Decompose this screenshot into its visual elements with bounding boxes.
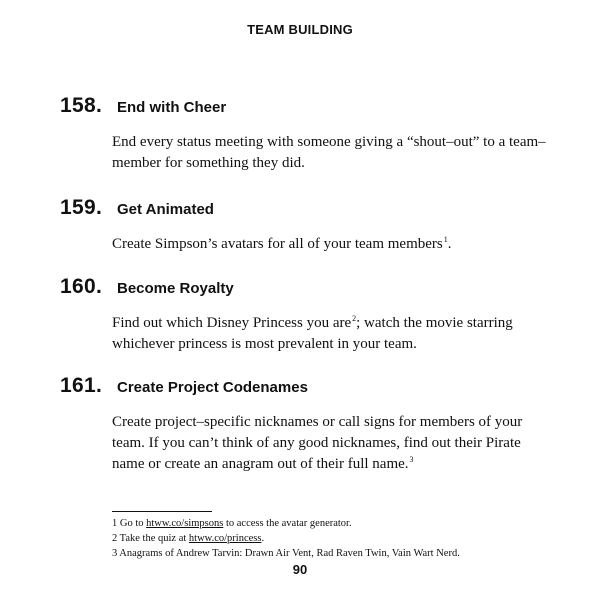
section-title: Become Royalty [117,280,234,297]
body-text: Find out which Disney Princess you are [112,315,352,331]
section-body [112,132,554,174]
body-text-end: ; watch the movie starring whichever princess is most prevalent in your team. [112,315,513,352]
section-number: 159. [60,196,103,219]
footnote-text: 2 Take the quiz at [112,533,189,544]
footnotes [112,516,572,561]
running-header: TEAM BUILDING [247,22,353,37]
section-title: End with Cheer [117,99,227,116]
section-heading [60,275,540,301]
section-number: 158. [60,94,103,117]
footnote-2 [112,531,572,546]
section-body [112,412,557,475]
body-text: Create Simpson’s avatars for all of your team members [112,236,443,252]
section-title: Create Project Codenames [117,379,308,396]
footnote-text: 3 Anagrams of Andrew Tarvin: Drawn Air Vent, Rad Raven Twin, Vain Wart Nerd. [112,548,460,559]
footnote-3 [112,546,572,561]
footnote-ref: 3 [409,455,414,464]
section-heading [60,374,540,400]
body-text: Create project–specific nicknames or call signs for members of your team. If you can’t think of any good nicknames, find out their Pirate name or create an anagram out of their full name. [112,414,523,472]
section-body [112,313,522,355]
footnote-ref: 2 [352,314,357,323]
footnote-text-end: . [261,533,265,544]
simpsons-link[interactable]: htww.co/simpsons [146,518,224,529]
footnote-text-end: to access the avatar generator. [223,518,352,529]
section-161 [60,374,540,475]
section-title: Get Animated [117,201,214,218]
footnote-text: 1 Go to [112,518,147,529]
princess-link[interactable]: htww.co/princess [188,533,262,544]
section-heading [60,94,540,120]
page-number: 90 [292,562,308,577]
section-heading [60,196,540,222]
footnote-ref: 1 [443,235,448,244]
body-text: End every status meeting with someone giving a “shout–out” to a team–member for something they did. [112,134,546,171]
section-number: 160. [60,275,103,298]
footnote-divider [112,511,212,512]
section-number: 161. [60,374,103,397]
section-158 [60,94,546,174]
section-159 [60,196,540,255]
footnote-1 [112,516,572,531]
section-body [112,234,554,255]
body-text-end: . [447,236,452,252]
section-160 [60,275,540,355]
